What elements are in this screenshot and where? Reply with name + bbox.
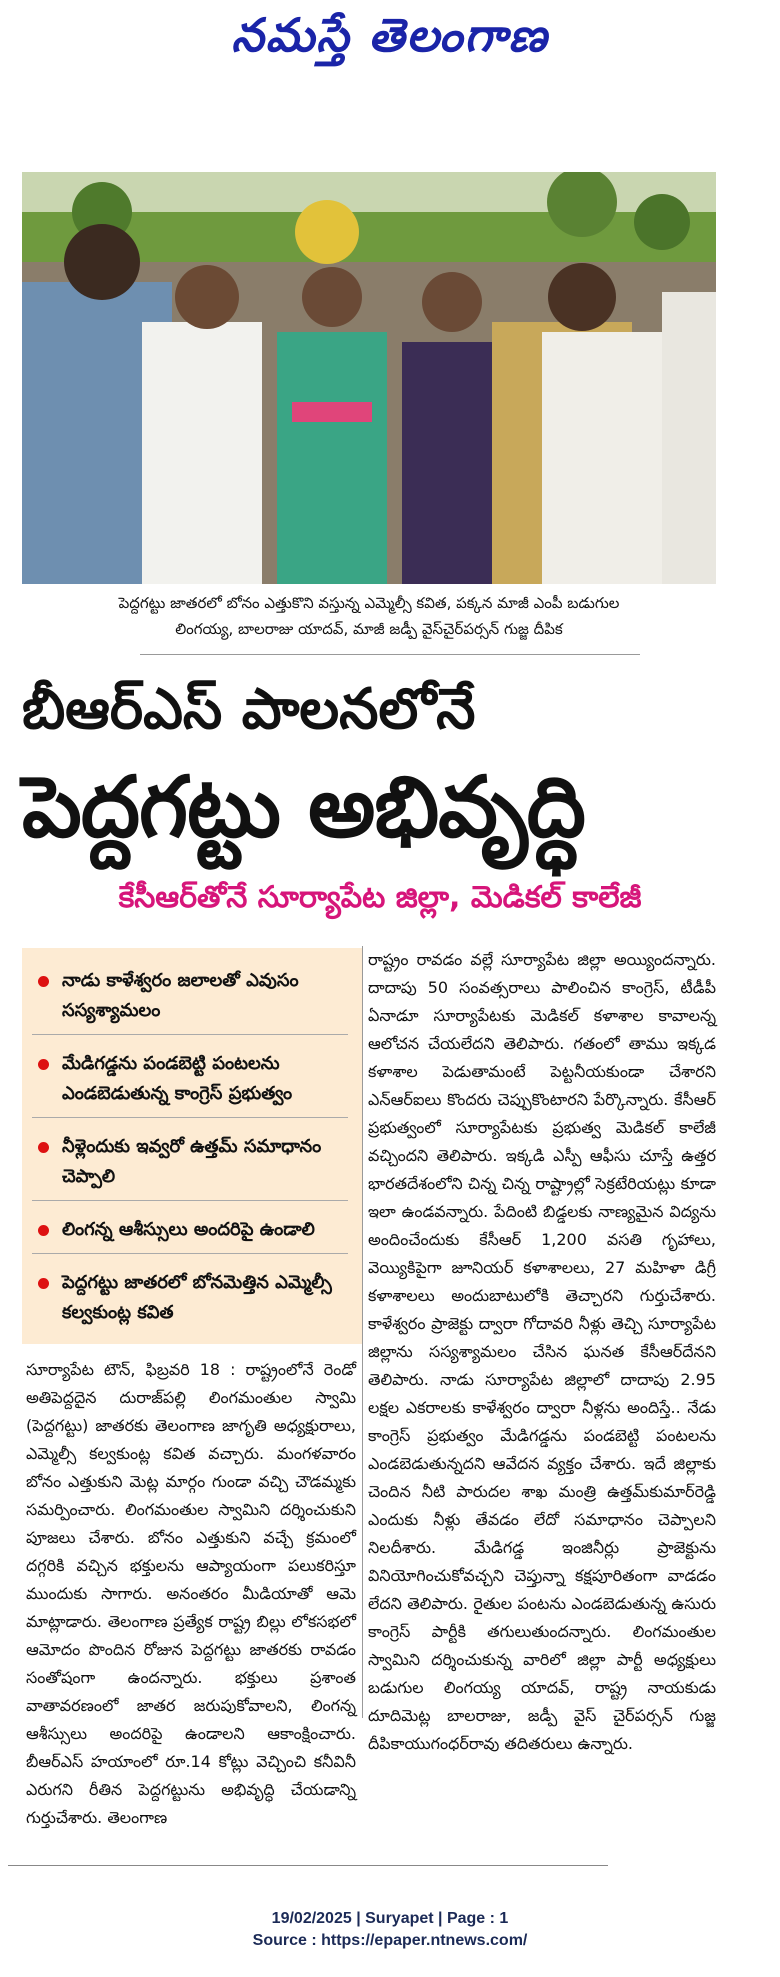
highlight-item: [32, 1126, 348, 1201]
highlight-text: పెద్దగట్టు జాతరలో బోనమెత్తిన ఎమ్మెల్సీ కల్వకుంట్ల కవిత: [62, 1272, 332, 1323]
bullet-icon: [38, 1225, 49, 1236]
footer-divider: [8, 1865, 608, 1866]
caption-divider: [140, 654, 640, 655]
photo-caption: [22, 590, 716, 642]
caption-line-1: పెద్దగట్టు జాతరలో బోనం ఎత్తుకొని వస్తున్న ఎమ్మెల్సీ కవిత, పక్కన మాజీ ఎంపీ బడుగుల: [118, 594, 620, 612]
highlight-text: మేడిగడ్డను పండబెట్టి పంటలను ఎండబెడుతున్న కాంగ్రెస్ ప్రభుత్వం: [62, 1053, 293, 1104]
caption-line-2: లింగయ్య, బాలరాజు యాదవ్, మాజీ జడ్పీ వైస్‌చైర్‌పర్సన్ గుజ్జ దీపిక: [175, 620, 563, 638]
masthead: [0, 8, 780, 74]
bullet-icon: [38, 1059, 49, 1070]
article-column-left: సూర్యాపేట టౌన్, ఫిబ్రవరి 18 : రాష్ట్రంలోనే రెండో అతిపెద్దదైన దురాజ్‌పల్లి లింగమంతుల స్వామి (పెద్దగట్టు) జాతరకు తెలంగాణ జాగృతి అధ్యక్షురాలు, ఎమ్మెల్సీ కల్వకుంట్ల కవిత వచ్చారు. మంగళవారం బోనం ఎత్తుకుని మెట్ల మార్గం గుండా వచ్చి చౌడమ్మకు సమర్పించారు. లింగమంతుల స్వామిని దర్శించుకుని పూజలు చేశారు. బోనం ఎత్తుకుని వచ్చే క్రమంలో దగ్గరికి వచ్చిన భక్తులను ఆప్యాయంగా పలుకరిస్తూ ముందుకు సాగారు. అనంతరం మీడియాతో ఆమె మాట్లాడారు. తెలంగాణ ప్రత్యేక రాష్ట్ర బిల్లు లోకసభలో ఆమోదం పొందిన రోజున పెద్దగట్టు జాతరకు రావడం సంతోషంగా ఉందన్నారు. భక్తులు ప్రశాంత వాతావరణంలో జాతర జరుపుకోవాలని, లింగన్న ఆశీస్సులు అందరిపై ఉండాలని ఆకాంక్షించారు. బీఆర్‌ఎస్ హయాంలో రూ.14 కోట్లు వెచ్చించి కనీవినీ ఎరుగని రీతిన పెద్దగట్టును అభివృద్ధి చేయడాన్ని గుర్తుచేశారు. తెలంగాణ: [26, 1360, 356, 1827]
footer-source-link[interactable]: Source : https://epaper.ntnews.com/: [252, 1932, 528, 1949]
highlights-box: [22, 948, 362, 1344]
highlight-item: [32, 1209, 348, 1254]
article-column-right: రాష్ట్రం రావడం వల్లే సూర్యాపేట జిల్లా అయ్యిందన్నారు. దాదాపు 50 సంవత్సరాలు పాలించిన కాంగ్రెస్, టీడీపీ ఏనాడూ సూర్యాపేటకు మెడికల్ కళాశాల కావాలన్న ఆలోచన చేయలేదని తెలిపారు. గతంలో తాము ఇక్కడ కళాశాల పెడుతామంటే పెట్టనీయకుండా చేశారని ఎన్‌ఆర్‌ఐలు కొందరు చెప్పుకొంటారని పేర్కొన్నారు. కేసీఆర్ ప్రభుత్వంలో సూర్యాపేటకు ప్రభుత్వ మెడికల్ కాలేజీ వచ్చిందని తెలిపారు. ఇక్కడి ఎస్పీ ఆఫీసు చూస్తే ఉత్తర భారతదేశంలోని చిన్న చిన్న రాష్ట్రాల్లో సెక్రటేరియట్లు కూడా ఇలా ఉండవన్నారు. పేదింటి బిడ్డలకు నాణ్యమైన విద్యను అందించేందుకు కేసీఆర్ 1,200 వసతి గృహాలు, వెయ్యికిపైగా జూనియర్ కళాశాలలు, 27 మహిళా డిగ్రీ కళాశాలలు అందుబాటులోకి తెచ్చారని గుర్తుచేశారు. కాళేశ్వరం ప్రాజెక్టు ద్వారా గోదావరి నీళ్లు తెచ్చి సూర్యాపేట జిల్లాను సస్యశ్యామలం చేసిన ఘనత కేసీఆర్‌దేనని తెలిపారు. నాడు సూర్యాపేట జిల్లాలో దాదాపు 2.95 లక్షల ఎకరాలకు కాళేశ్వరం ద్వారా నీళ్లను అందిస్తే.. నేడు కాంగ్రెస్ ప్రభుత్వం మేడిగడ్డను పండబెట్టి పంటలను ఎండబెడుతున్నదని ఆవేదన వ్యక్తం చేశారు. ఇదే జిల్లాకు చెందిన నీటి పారుదల శాఖ మంత్రి ఉత్తమ్‌కుమార్‌రెడ్డి ఎందుకు నీళ్లు తేవడం లేదో సమాధానం చెప్పాలని నిలదీశారు. మేడిగడ్డ ఇంజినీర్లు ప్రాజెక్టును వినియోగించుకోవచ్చని చెప్తున్నా కక్షపూరితంగా వాడడం లేదని తెలిపారు. రైతుల పంటను ఎండబెడుతున్న ఉసురు కాంగ్రెస్ పార్టీకి తగులుతుందన్నారు. లింగమంతుల స్వామిని దర్శించుకున్న వారిలో జిల్లా పార్టీ అధ్యక్షులు బడుగుల లింగయ్య యాదవ్, రాష్ట్ర నాయకుడు దూదిమెట్ల బాలరాజు, జడ్పీ వైస్ చైర్‌పర్సన్ గుజ్జ దీపికాయుగంధర్‌రావు తదితరులు ఉన్నారు.: [368, 950, 716, 1753]
newspaper-title: నమస్తే తెలంగాణ: [231, 8, 549, 62]
highlight-item: [32, 960, 348, 1035]
highlight-item: [32, 1262, 348, 1336]
page-footer: [0, 1908, 780, 1952]
highlight-text: నీళ్లెందుకు ఇవ్వరో ఉత్తమ్ సమాధానం చెప్పాలి: [62, 1136, 322, 1187]
news-photo: [22, 172, 716, 584]
highlight-text: లింగన్న ఆశీస్సులు అందరిపై ఉండాలి: [62, 1219, 315, 1240]
bullet-icon: [38, 1278, 49, 1289]
subheadline: కేసీఆర్‌తోనే సూర్యాపేట జిల్లా, మెడికల్ కాలేజీ: [118, 880, 642, 915]
headline-line-2: పెద్దగట్టు అభివృద్ధి: [22, 758, 585, 856]
highlight-item: [32, 1043, 348, 1118]
column-divider: [362, 946, 363, 1718]
bullet-icon: [38, 1142, 49, 1153]
footer-date-edition: 19/02/2025 | Suryapet | Page : 1: [271, 1910, 509, 1927]
bullet-icon: [38, 976, 49, 987]
headline-line-1: బీఆర్‌ఎస్ పాలనలోనే: [22, 677, 476, 742]
news-photo-illustration: [22, 172, 716, 584]
highlight-text: నాడు కాళేశ్వరం జలాలతో ఎవుసం సస్యశ్యామలం: [62, 970, 299, 1021]
